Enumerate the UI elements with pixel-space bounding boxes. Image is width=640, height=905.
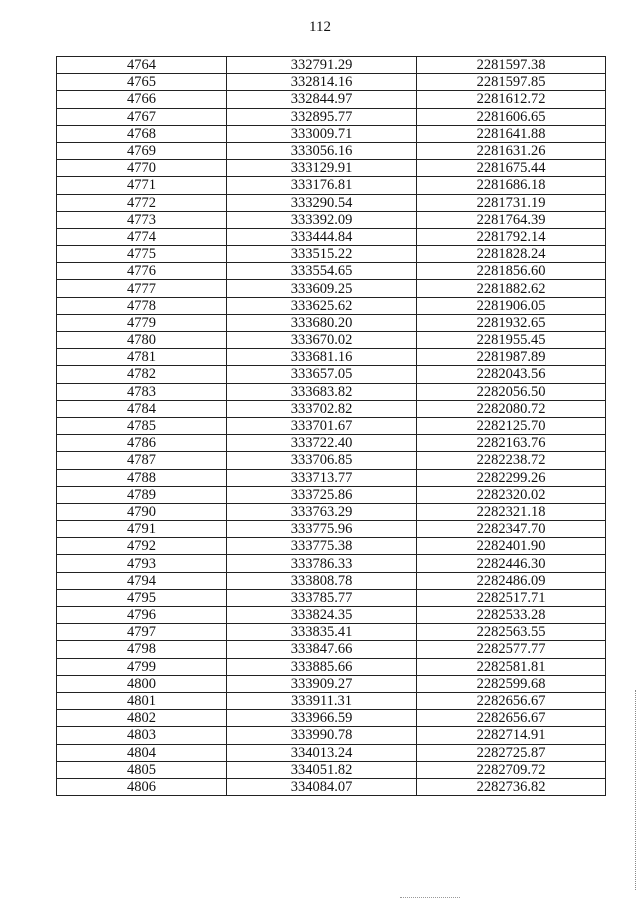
y-coordinate-cell: 2282321.18 xyxy=(417,503,606,520)
y-coordinate-cell: 2282714.91 xyxy=(417,727,606,744)
table-row xyxy=(57,211,606,228)
point-number-cell: 4787 xyxy=(57,452,227,469)
x-coordinate-cell: 333625.62 xyxy=(227,297,417,314)
x-coordinate-cell: 334013.24 xyxy=(227,744,417,761)
table-row xyxy=(57,778,606,795)
table-row xyxy=(57,142,606,159)
y-coordinate-cell: 2282163.76 xyxy=(417,435,606,452)
table-row xyxy=(57,177,606,194)
table-row xyxy=(57,710,606,727)
page-number: 112 xyxy=(309,19,331,35)
table-row xyxy=(57,125,606,142)
y-coordinate-cell: 2282486.09 xyxy=(417,572,606,589)
y-coordinate-cell: 2281597.85 xyxy=(417,74,606,91)
table-row xyxy=(57,366,606,383)
y-coordinate-cell: 2282599.68 xyxy=(417,675,606,692)
point-number-cell: 4794 xyxy=(57,572,227,589)
y-coordinate-cell: 2282533.28 xyxy=(417,607,606,624)
y-coordinate-cell: 2282736.82 xyxy=(417,778,606,795)
table-row xyxy=(57,74,606,91)
y-coordinate-cell: 2282725.87 xyxy=(417,744,606,761)
x-coordinate-cell: 333681.16 xyxy=(227,349,417,366)
y-coordinate-cell: 2282401.90 xyxy=(417,538,606,555)
y-coordinate-cell: 2282080.72 xyxy=(417,400,606,417)
table-row xyxy=(57,297,606,314)
y-coordinate-cell: 2281612.72 xyxy=(417,91,606,108)
x-coordinate-cell: 332895.77 xyxy=(227,108,417,125)
x-coordinate-cell: 333824.35 xyxy=(227,607,417,624)
table-row xyxy=(57,641,606,658)
y-coordinate-cell: 2282656.67 xyxy=(417,710,606,727)
x-coordinate-cell: 333722.40 xyxy=(227,435,417,452)
x-coordinate-cell: 333056.16 xyxy=(227,142,417,159)
point-number-cell: 4804 xyxy=(57,744,227,761)
table-row xyxy=(57,417,606,434)
x-coordinate-cell: 333290.54 xyxy=(227,194,417,211)
point-number-cell: 4764 xyxy=(57,57,227,74)
table-row xyxy=(57,521,606,538)
point-number-cell: 4779 xyxy=(57,314,227,331)
point-number-cell: 4778 xyxy=(57,297,227,314)
point-number-cell: 4793 xyxy=(57,555,227,572)
point-number-cell: 4767 xyxy=(57,108,227,125)
x-coordinate-cell: 333885.66 xyxy=(227,658,417,675)
point-number-cell: 4799 xyxy=(57,658,227,675)
point-number-cell: 4785 xyxy=(57,417,227,434)
point-number-cell: 4777 xyxy=(57,280,227,297)
x-coordinate-cell: 333683.82 xyxy=(227,383,417,400)
y-coordinate-cell: 2281932.65 xyxy=(417,314,606,331)
x-coordinate-cell: 333725.86 xyxy=(227,486,417,503)
y-coordinate-cell: 2282299.26 xyxy=(417,469,606,486)
point-number-cell: 4790 xyxy=(57,503,227,520)
y-coordinate-cell: 2282320.02 xyxy=(417,486,606,503)
x-coordinate-cell: 333701.67 xyxy=(227,417,417,434)
point-number-cell: 4783 xyxy=(57,383,227,400)
x-coordinate-cell: 333775.96 xyxy=(227,521,417,538)
x-coordinate-cell: 334051.82 xyxy=(227,761,417,778)
x-coordinate-cell: 334084.07 xyxy=(227,778,417,795)
point-number-cell: 4797 xyxy=(57,624,227,641)
table-row xyxy=(57,572,606,589)
y-coordinate-cell: 2282517.71 xyxy=(417,589,606,606)
point-number-cell: 4792 xyxy=(57,538,227,555)
point-number-cell: 4784 xyxy=(57,400,227,417)
point-number-cell: 4766 xyxy=(57,91,227,108)
point-number-cell: 4772 xyxy=(57,194,227,211)
y-coordinate-cell: 2281631.26 xyxy=(417,142,606,159)
point-number-cell: 4770 xyxy=(57,160,227,177)
table-row xyxy=(57,91,606,108)
point-number-cell: 4786 xyxy=(57,435,227,452)
x-coordinate-cell: 333775.38 xyxy=(227,538,417,555)
x-coordinate-cell: 333392.09 xyxy=(227,211,417,228)
table-row xyxy=(57,658,606,675)
y-coordinate-cell: 2281987.89 xyxy=(417,349,606,366)
y-coordinate-cell: 2282125.70 xyxy=(417,417,606,434)
point-number-cell: 4774 xyxy=(57,228,227,245)
table-row xyxy=(57,486,606,503)
point-number-cell: 4768 xyxy=(57,125,227,142)
table-row xyxy=(57,194,606,211)
y-coordinate-cell: 2282577.77 xyxy=(417,641,606,658)
point-number-cell: 4806 xyxy=(57,778,227,795)
table-row xyxy=(57,744,606,761)
x-coordinate-cell: 333609.25 xyxy=(227,280,417,297)
y-coordinate-cell: 2281686.18 xyxy=(417,177,606,194)
table-row xyxy=(57,332,606,349)
table-row xyxy=(57,280,606,297)
point-number-cell: 4765 xyxy=(57,74,227,91)
point-number-cell: 4781 xyxy=(57,349,227,366)
point-number-cell: 4798 xyxy=(57,641,227,658)
point-number-cell: 4800 xyxy=(57,675,227,692)
point-number-cell: 4802 xyxy=(57,710,227,727)
y-coordinate-cell: 2281955.45 xyxy=(417,332,606,349)
point-number-cell: 4776 xyxy=(57,263,227,280)
table-row xyxy=(57,607,606,624)
y-coordinate-cell: 2282581.81 xyxy=(417,658,606,675)
point-number-cell: 4775 xyxy=(57,246,227,263)
x-coordinate-cell: 333847.66 xyxy=(227,641,417,658)
y-coordinate-cell: 2282043.56 xyxy=(417,366,606,383)
x-coordinate-cell: 333990.78 xyxy=(227,727,417,744)
x-coordinate-cell: 333009.71 xyxy=(227,125,417,142)
x-coordinate-cell: 333515.22 xyxy=(227,246,417,263)
x-coordinate-cell: 333909.27 xyxy=(227,675,417,692)
x-coordinate-cell: 333129.91 xyxy=(227,160,417,177)
point-number-cell: 4788 xyxy=(57,469,227,486)
point-number-cell: 4801 xyxy=(57,692,227,709)
x-coordinate-cell: 333670.02 xyxy=(227,332,417,349)
coordinates-table xyxy=(56,56,606,796)
table-row xyxy=(57,469,606,486)
y-coordinate-cell: 2281641.88 xyxy=(417,125,606,142)
y-coordinate-cell: 2282238.72 xyxy=(417,452,606,469)
table-row xyxy=(57,555,606,572)
table-row xyxy=(57,314,606,331)
table-row xyxy=(57,160,606,177)
x-coordinate-cell: 333657.05 xyxy=(227,366,417,383)
point-number-cell: 4795 xyxy=(57,589,227,606)
point-number-cell: 4796 xyxy=(57,607,227,624)
y-coordinate-cell: 2281764.39 xyxy=(417,211,606,228)
y-coordinate-cell: 2282709.72 xyxy=(417,761,606,778)
coordinates-table-body xyxy=(57,57,606,796)
x-coordinate-cell: 333835.41 xyxy=(227,624,417,641)
x-coordinate-cell: 333808.78 xyxy=(227,572,417,589)
table-row xyxy=(57,692,606,709)
table-row xyxy=(57,263,606,280)
y-coordinate-cell: 2282563.55 xyxy=(417,624,606,641)
table-row xyxy=(57,108,606,125)
table-row xyxy=(57,400,606,417)
point-number-cell: 4771 xyxy=(57,177,227,194)
point-number-cell: 4782 xyxy=(57,366,227,383)
point-number-cell: 4803 xyxy=(57,727,227,744)
x-coordinate-cell: 332791.29 xyxy=(227,57,417,74)
y-coordinate-cell: 2281906.05 xyxy=(417,297,606,314)
table-row xyxy=(57,57,606,74)
x-coordinate-cell: 333763.29 xyxy=(227,503,417,520)
x-coordinate-cell: 333966.59 xyxy=(227,710,417,727)
x-coordinate-cell: 332814.16 xyxy=(227,74,417,91)
y-coordinate-cell: 2281675.44 xyxy=(417,160,606,177)
x-coordinate-cell: 333713.77 xyxy=(227,469,417,486)
table-row xyxy=(57,761,606,778)
table-row xyxy=(57,452,606,469)
x-coordinate-cell: 333176.81 xyxy=(227,177,417,194)
y-coordinate-cell: 2282446.30 xyxy=(417,555,606,572)
y-coordinate-cell: 2282656.67 xyxy=(417,692,606,709)
table-row xyxy=(57,246,606,263)
y-coordinate-cell: 2281882.62 xyxy=(417,280,606,297)
x-coordinate-cell: 333702.82 xyxy=(227,400,417,417)
x-coordinate-cell: 333786.33 xyxy=(227,555,417,572)
x-coordinate-cell: 333911.31 xyxy=(227,692,417,709)
table-row xyxy=(57,349,606,366)
point-number-cell: 4805 xyxy=(57,761,227,778)
scan-edge-marks xyxy=(633,690,636,890)
x-coordinate-cell: 333680.20 xyxy=(227,314,417,331)
y-coordinate-cell: 2281606.65 xyxy=(417,108,606,125)
table-row xyxy=(57,383,606,400)
table-row xyxy=(57,503,606,520)
scan-footer-mark xyxy=(400,897,460,899)
x-coordinate-cell: 333706.85 xyxy=(227,452,417,469)
table-row xyxy=(57,435,606,452)
y-coordinate-cell: 2281828.24 xyxy=(417,246,606,263)
y-coordinate-cell: 2281856.60 xyxy=(417,263,606,280)
x-coordinate-cell: 332844.97 xyxy=(227,91,417,108)
y-coordinate-cell: 2282056.50 xyxy=(417,383,606,400)
y-coordinate-cell: 2281792.14 xyxy=(417,228,606,245)
x-coordinate-cell: 333785.77 xyxy=(227,589,417,606)
x-coordinate-cell: 333444.84 xyxy=(227,228,417,245)
point-number-cell: 4791 xyxy=(57,521,227,538)
table-row xyxy=(57,228,606,245)
y-coordinate-cell: 2281731.19 xyxy=(417,194,606,211)
point-number-cell: 4769 xyxy=(57,142,227,159)
table-row xyxy=(57,538,606,555)
table-row xyxy=(57,589,606,606)
table-row xyxy=(57,727,606,744)
point-number-cell: 4780 xyxy=(57,332,227,349)
point-number-cell: 4773 xyxy=(57,211,227,228)
y-coordinate-cell: 2281597.38 xyxy=(417,57,606,74)
point-number-cell: 4789 xyxy=(57,486,227,503)
y-coordinate-cell: 2282347.70 xyxy=(417,521,606,538)
x-coordinate-cell: 333554.65 xyxy=(227,263,417,280)
table-row xyxy=(57,624,606,641)
table-row xyxy=(57,675,606,692)
